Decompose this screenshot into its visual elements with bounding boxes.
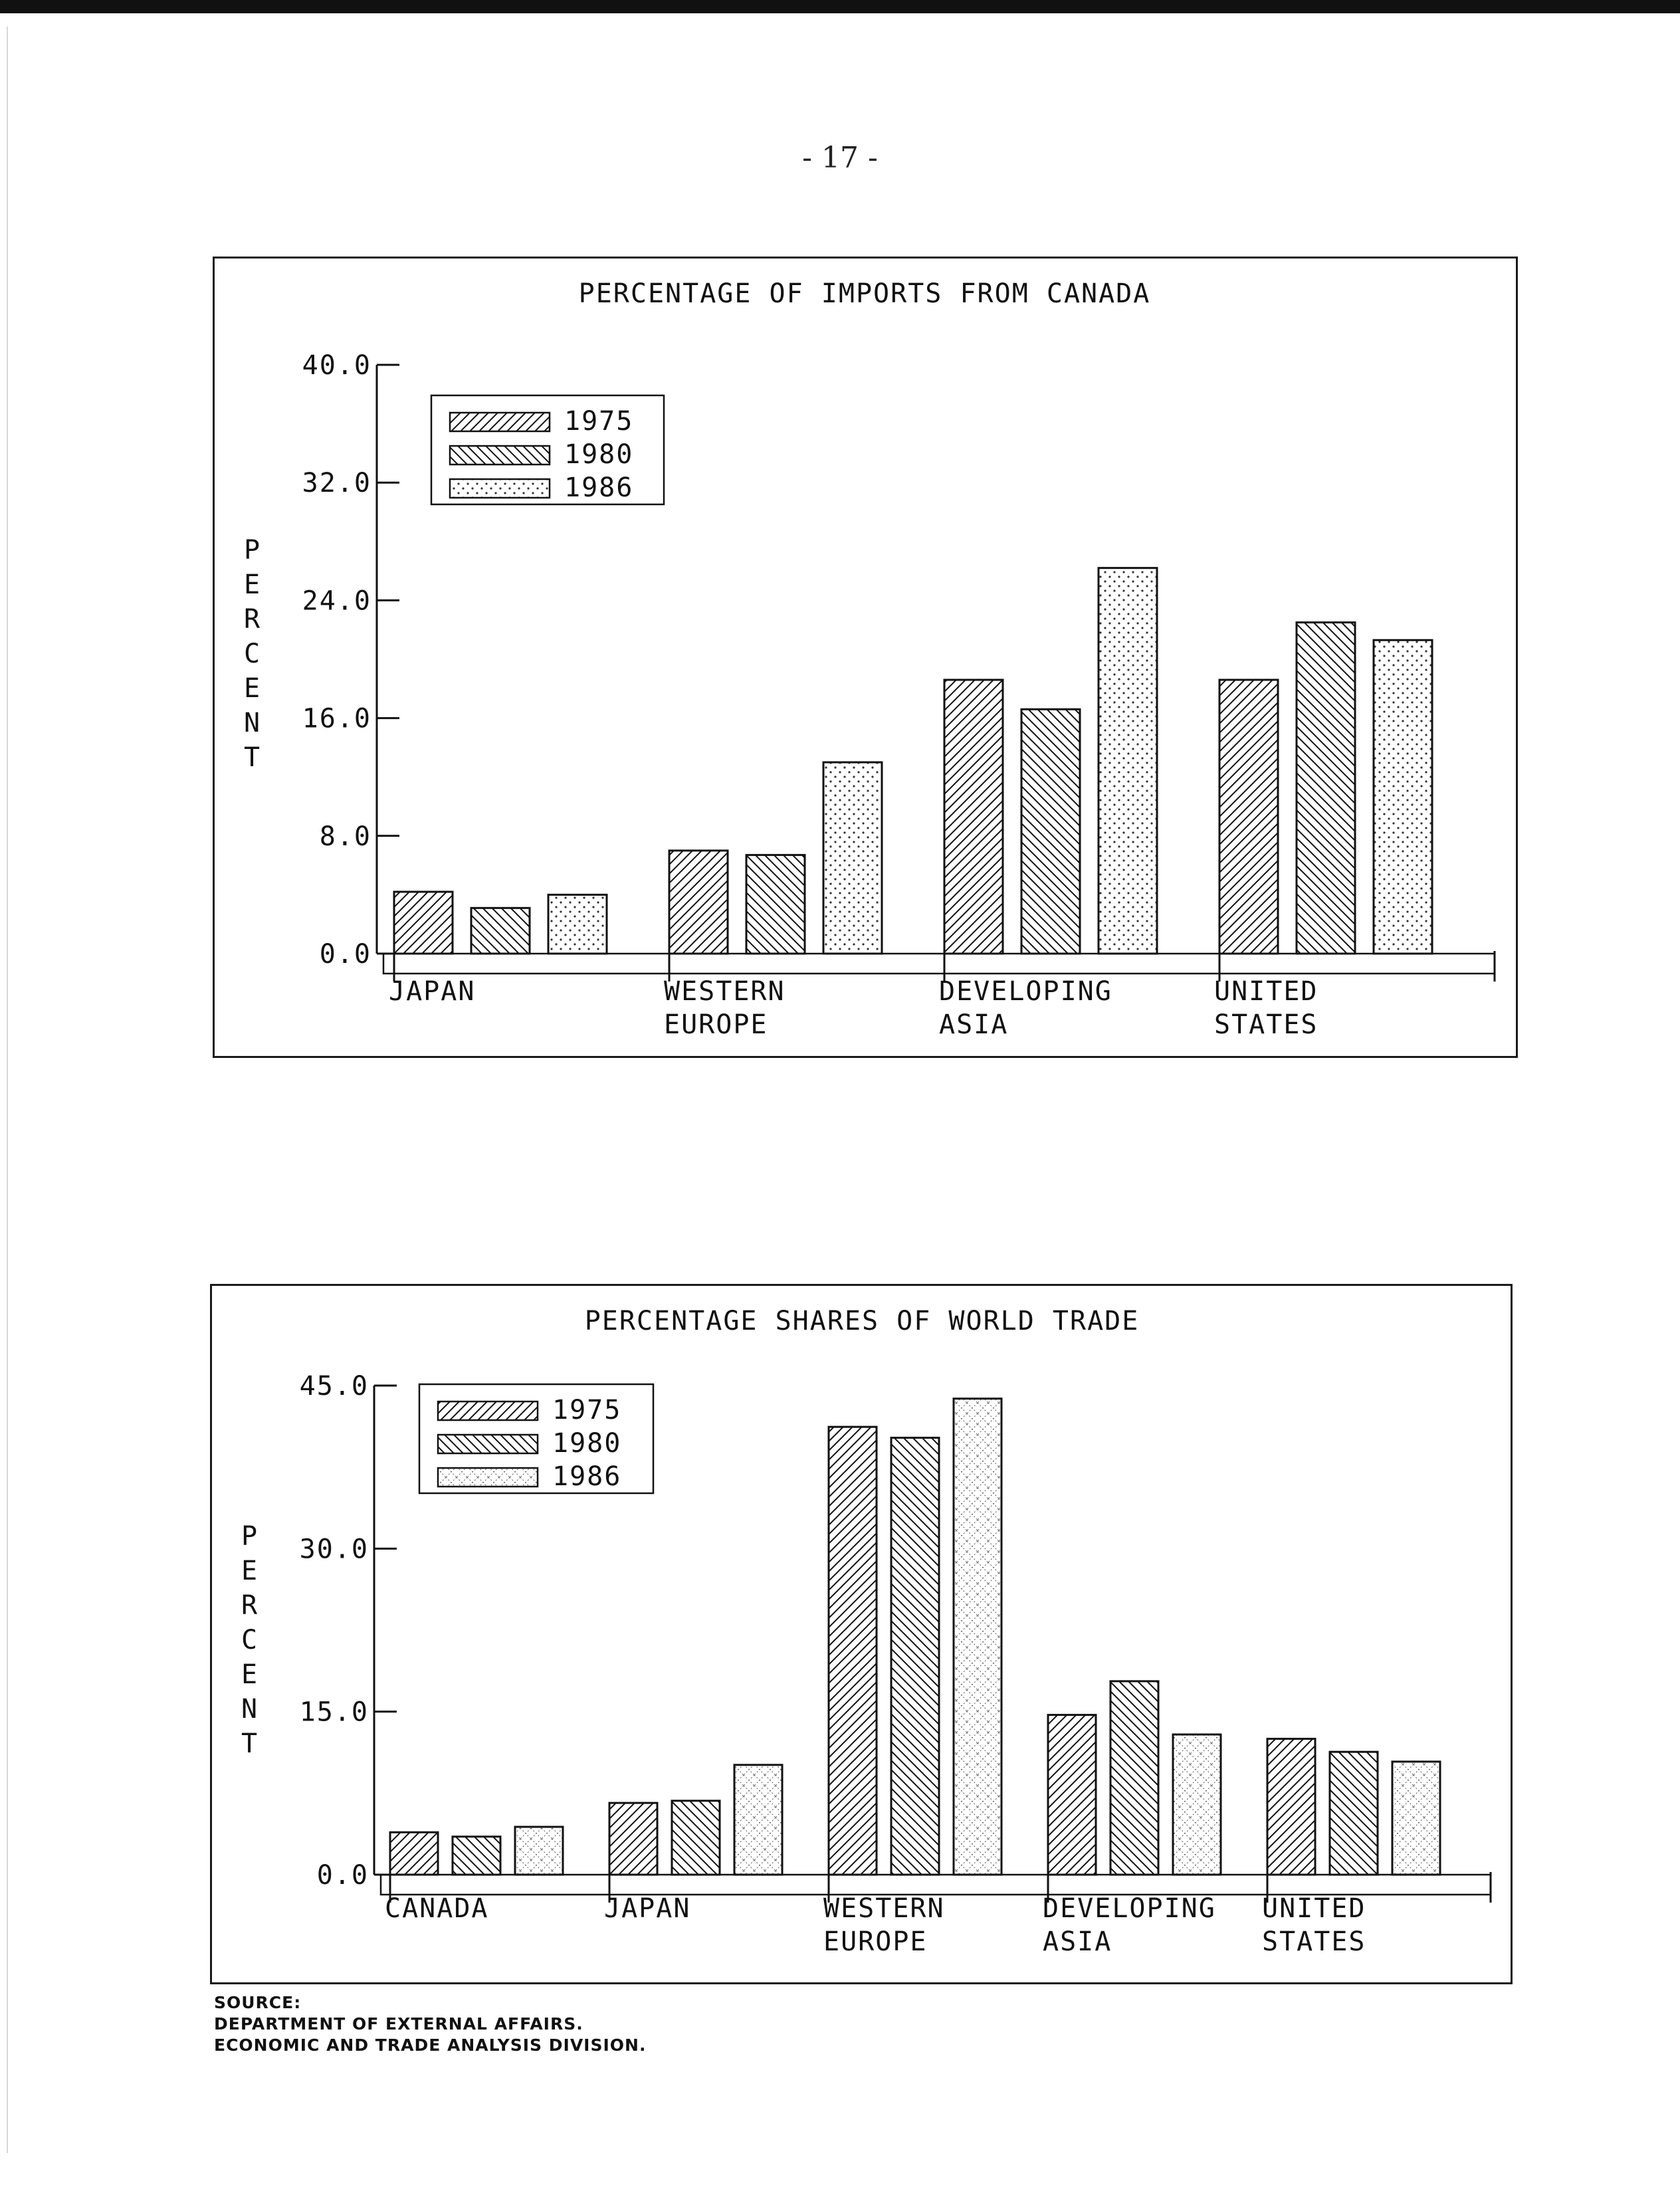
legend-label: 1980 — [552, 1428, 622, 1459]
x-axis-baseline — [381, 1875, 1491, 1895]
bar — [1021, 709, 1080, 954]
bar — [823, 762, 882, 954]
bar — [891, 1438, 939, 1875]
bar — [954, 1399, 1001, 1875]
bar — [1048, 1715, 1096, 1875]
scan-top-edge — [0, 0, 1680, 13]
chart-title: PERCENTAGE OF IMPORTS FROM CANADA — [578, 278, 1151, 309]
chart-title: PERCENTAGE SHARES OF WORLD TRADE — [584, 1306, 1140, 1336]
imports-chart-svg — [215, 259, 1516, 1056]
bar — [669, 851, 728, 954]
y-tick-label: 0.0 — [316, 1860, 369, 1891]
bar — [609, 1803, 657, 1875]
x-axis-baseline — [383, 954, 1495, 974]
bar — [734, 1765, 782, 1875]
y-axis-label: P E R C E N T — [243, 535, 261, 773]
category-label: UNITED STATES — [1262, 1893, 1366, 1957]
bar — [1330, 1752, 1378, 1875]
bar — [471, 908, 530, 954]
y-tick-label: 16.0 — [302, 703, 371, 734]
imports-from-canada-chart — [213, 257, 1518, 1058]
bar — [1099, 568, 1157, 954]
bar — [548, 894, 607, 954]
category-label: DEVELOPING ASIA — [1043, 1893, 1216, 1957]
category-label: WESTERN EUROPE — [823, 1893, 945, 1957]
y-tick-label: 45.0 — [299, 1371, 369, 1402]
bar — [515, 1827, 563, 1875]
bar — [944, 680, 1003, 954]
bar — [672, 1801, 720, 1875]
legend-label: 1975 — [552, 1395, 622, 1425]
y-tick-label: 24.0 — [302, 585, 371, 617]
source-line-2: ECONOMIC AND TRADE ANALYSIS DIVISION. — [214, 2035, 647, 2055]
bar — [453, 1837, 500, 1875]
legend-swatch — [450, 413, 550, 431]
legend-swatch — [450, 446, 550, 465]
bar — [1267, 1739, 1315, 1875]
legend-label: 1975 — [564, 406, 634, 437]
legend-swatch — [438, 1402, 538, 1420]
category-label: UNITED STATES — [1214, 976, 1318, 1040]
y-tick-label: 15.0 — [299, 1697, 369, 1728]
legend-label: 1986 — [552, 1461, 622, 1492]
y-tick-label: 8.0 — [319, 821, 371, 852]
bar — [746, 855, 805, 954]
category-label: JAPAN — [604, 1893, 691, 1924]
legend-swatch — [438, 1468, 538, 1487]
legend-swatch — [450, 479, 550, 498]
scan-left-edge — [7, 27, 8, 2153]
category-label: DEVELOPING ASIA — [939, 976, 1112, 1040]
legend-label: 1980 — [564, 439, 634, 470]
bar — [390, 1832, 438, 1875]
source-line-1: DEPARTMENT OF EXTERNAL AFFAIRS. — [214, 2014, 583, 2033]
y-tick-label: 0.0 — [319, 939, 371, 970]
y-tick-label: 40.0 — [302, 350, 371, 381]
bar — [829, 1427, 877, 1875]
legend-swatch — [438, 1435, 538, 1453]
source-note — [214, 1992, 646, 2056]
page-number: - 17 - — [802, 141, 878, 175]
legend-label: 1986 — [564, 472, 634, 503]
bar — [1297, 623, 1355, 954]
source-heading: SOURCE: — [214, 1993, 302, 2012]
bar — [1374, 640, 1432, 954]
bar — [1173, 1734, 1221, 1875]
bar — [1392, 1762, 1440, 1875]
world-trade-chart-svg — [212, 1286, 1511, 1982]
bar — [1219, 680, 1278, 954]
y-axis-label: P E R C E N T — [241, 1521, 258, 1759]
category-label: JAPAN — [389, 976, 476, 1007]
category-label: WESTERN EUROPE — [664, 976, 786, 1040]
bar — [394, 892, 453, 954]
y-tick-label: 30.0 — [299, 1534, 369, 1565]
category-label: CANADA — [385, 1893, 489, 1924]
world-trade-shares-chart — [210, 1284, 1513, 1984]
bar — [1110, 1681, 1158, 1875]
y-tick-label: 32.0 — [302, 468, 371, 499]
